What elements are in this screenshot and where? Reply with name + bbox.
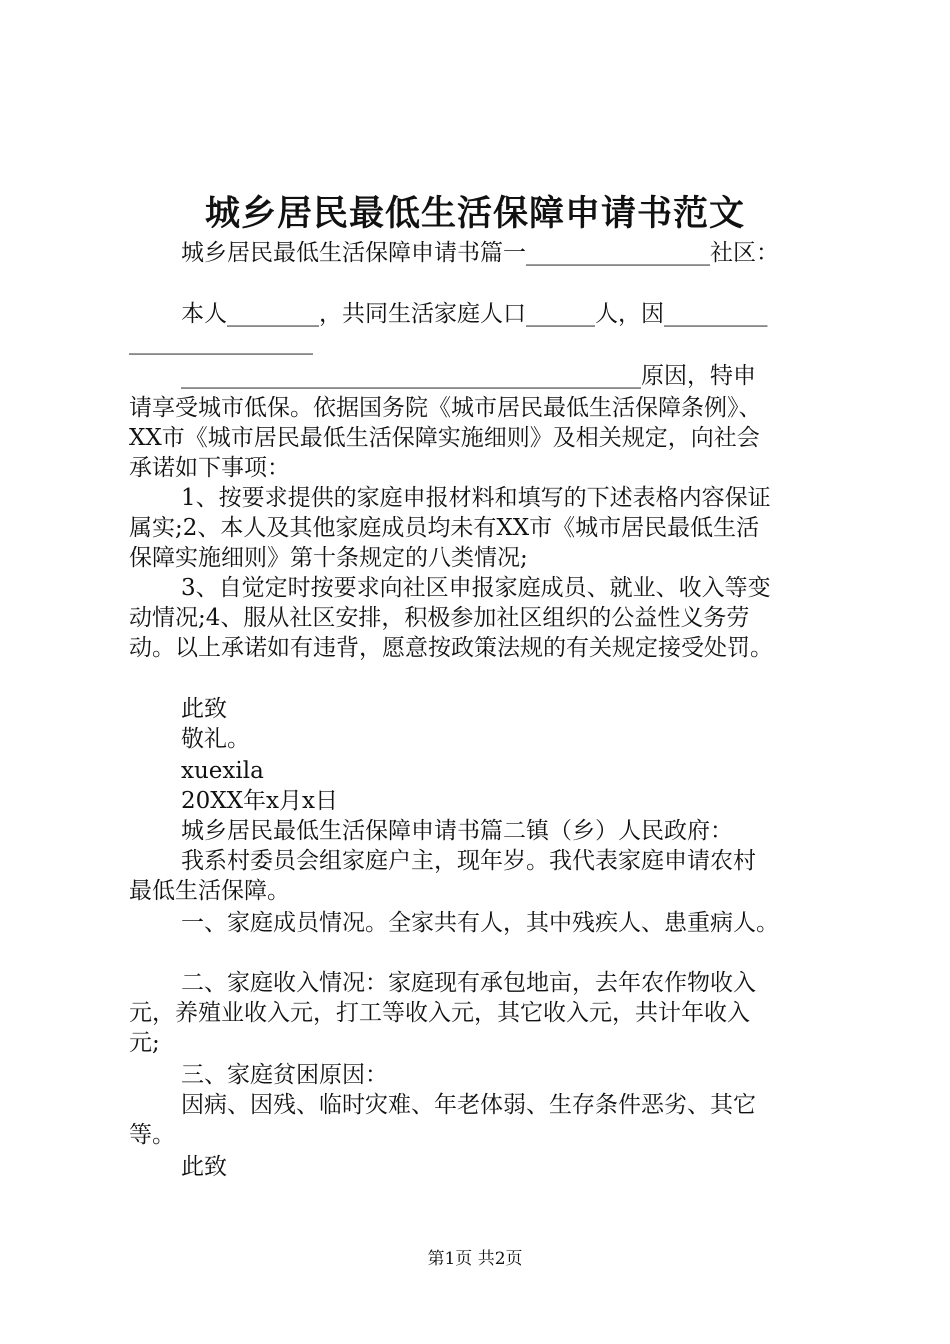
text-line: 3、自觉定时按要求向社区申报家庭成员、就业、收入等变	[181, 575, 771, 601]
text-line: 最低生活保障。	[129, 878, 290, 904]
text-line: 动情况;4、服从社区安排，积极参加社区组织的公益性义务劳	[129, 605, 750, 631]
text-line: 我系村委员会组家庭户主，现年岁。我代表家庭申请农村	[181, 848, 756, 874]
text-line: 属实;2、本人及其他家庭成员均未有XX市《城市居民最低生活	[129, 515, 760, 541]
text-line: 本人________，共同生活家庭人口______人，因_________	[181, 301, 768, 327]
text-line: 城乡居民最低生活保障申请书篇一________________社区：	[181, 240, 779, 266]
text-line: 20XX年x月x日	[181, 788, 338, 814]
text-line: 保障实施细则》第十条规定的八类情况;	[129, 545, 528, 571]
text-line: 等。	[129, 1122, 175, 1148]
text-line: 元，养殖业收入元，打工等收入元，其它收入元，共计年收入	[129, 1000, 750, 1026]
text-line: 此致	[181, 1154, 227, 1180]
document-title: 城乡居民最低生活保障申请书范文	[204, 193, 745, 234]
text-line: 请享受城市低保。依据国务院《城市居民最低生活保障条例》、	[129, 395, 762, 421]
text-line: 因病、因残、临时灾难、年老体弱、生存条件恶劣、其它	[181, 1092, 756, 1118]
text-line: 动。以上承诺如有违背，愿意按政策法规的有关规定接受处罚。	[129, 635, 773, 661]
text-line: 此致	[181, 696, 227, 722]
text-line: 1、按要求提供的家庭申报材料和填写的下述表格内容保证	[181, 485, 771, 511]
text-line: 城乡居民最低生活保障申请书篇二镇（乡）人民政府：	[181, 818, 733, 844]
page-footer: 第1页 共2页	[427, 1249, 523, 1269]
text-line: xuexila	[181, 758, 264, 784]
text-line: 三、家庭贫困原因：	[181, 1062, 388, 1088]
text-line: 承诺如下事项：	[129, 455, 290, 481]
text-line: ________________________________________原因，特申	[181, 363, 756, 389]
text-line: 二、家庭收入情况：家庭现有承包地亩，去年农作物收入	[181, 970, 756, 996]
text-line: 元;	[129, 1030, 160, 1056]
text-line: 敬礼。	[181, 726, 250, 752]
text-line: 一、家庭成员情况。全家共有人，其中残疾人、患重病人。	[181, 910, 779, 936]
text-line: XX市《城市居民最低生活保障实施细则》及相关规定，向社会	[129, 425, 760, 451]
text-line: ________________	[129, 329, 313, 355]
